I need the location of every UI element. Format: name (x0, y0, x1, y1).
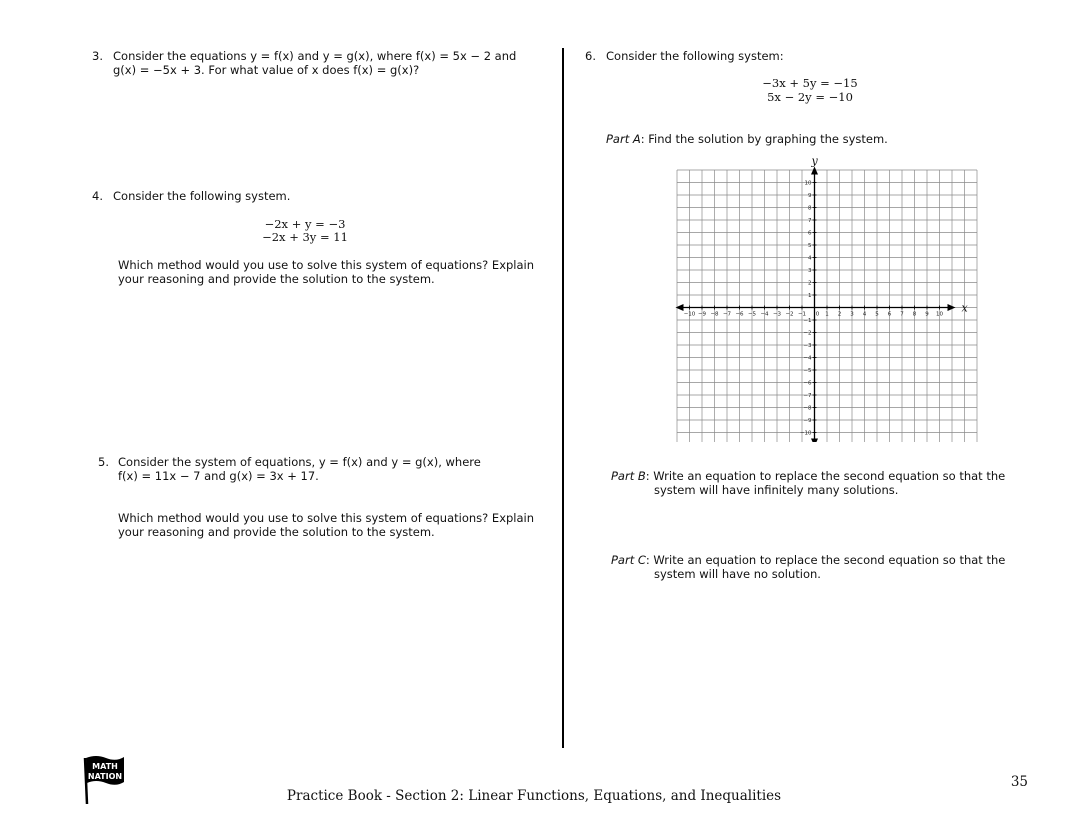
x-tick-label: 4 (862, 311, 867, 318)
x-tick-label: −1 (797, 311, 807, 318)
q6-part-a (606, 132, 888, 146)
x-tick-label: 3 (850, 311, 854, 318)
q4-prompt-2: your reasoning and provide the solution to the system. (118, 272, 435, 286)
x-tick-label: 2 (837, 311, 842, 318)
q6-number: 6. (585, 49, 596, 63)
y-tick-label: 4 (808, 255, 812, 262)
y-tick-label: 1 (808, 293, 812, 299)
x-tick-label: 10 (936, 311, 943, 318)
q5-number: 5. (98, 455, 109, 469)
y-tick-label: 6 (808, 230, 812, 237)
x-tick-label: −7 (722, 311, 732, 318)
x-tick-label: −3 (772, 311, 782, 318)
q5-line-1: Consider the system of equations, y = f(x) and y = g(x), where (118, 455, 481, 469)
y-tick-label: −7 (803, 393, 812, 399)
x-tick-label: 0 (815, 311, 820, 318)
q6-part-b-text: : Write an equation to replace the second equation so that the (645, 469, 1006, 483)
x-axis-label: x (961, 301, 968, 315)
x-tick-label: −4 (760, 311, 769, 318)
y-axis-arrow-down (811, 439, 818, 443)
q6-intro: Consider the following system: (606, 49, 784, 63)
x-tick-label: 5 (875, 311, 879, 318)
y-tick-label: 10 (804, 180, 812, 187)
q3-number: 3. (92, 49, 103, 63)
q6-part-c-line-2: system will have no solution. (654, 567, 821, 581)
y-axis-label: y (811, 156, 818, 168)
y-axis-arrow-up (811, 167, 818, 175)
coordinate-grid (670, 156, 1000, 442)
x-tick-label: 8 (912, 311, 917, 318)
y-tick-label: −10 (799, 430, 812, 437)
y-tick-label: 3 (808, 268, 812, 274)
y-tick-label: −3 (803, 343, 812, 349)
y-tick-label: −9 (803, 418, 812, 424)
x-tick-label: −8 (710, 311, 719, 318)
y-tick-label: 8 (808, 205, 812, 212)
q3-line-2: g(x) = −5x + 3. For what value of x does f(x) = g(x)? (113, 63, 420, 77)
y-tick-label: 5 (808, 243, 812, 249)
q6-equation-1: −3x + 5y = −15 (762, 76, 858, 90)
x-tick-label: −6 (735, 311, 744, 318)
x-tick-label: −9 (697, 311, 707, 318)
y-tick-label: −2 (803, 330, 812, 337)
q3-line-1: Consider the equations y = f(x) and y = g(x), where f(x) = 5x − 2 and (113, 49, 517, 63)
q6-part-c-text: : Write an equation to replace the second equation so that the (645, 553, 1006, 567)
page-number: 35 (1010, 774, 1028, 790)
x-tick-label: −2 (785, 311, 794, 318)
q6-part-c-line-1 (611, 553, 1005, 567)
q4-intro: Consider the following system. (113, 189, 291, 203)
q6-part-a-label: Part A (606, 132, 641, 146)
y-tick-label: −8 (803, 405, 812, 412)
x-tick-label: −10 (683, 311, 696, 318)
y-tick-label: −1 (803, 318, 812, 324)
x-axis-arrow-right (948, 304, 956, 311)
q6-part-b-line-2: system will have infinitely many solutions. (654, 483, 899, 497)
y-tick-label: −4 (803, 355, 812, 362)
column-divider (562, 48, 564, 748)
q4-prompt-1: Which method would you use to solve this system of equations? Explain (118, 258, 535, 272)
x-tick-label: 1 (825, 311, 829, 318)
q5-prompt-1: Which method would you use to solve this system of equations? Explain (118, 511, 535, 525)
footer-title: Practice Book - Section 2: Linear Functions, Equations, and Inequalities (286, 788, 782, 804)
logo-text-1: MATH (92, 762, 118, 771)
q6-part-c-label: Part C (611, 553, 646, 567)
q4-equation-1: −2x + y = −3 (264, 217, 346, 231)
y-tick-label: 9 (808, 193, 812, 199)
logo-text-2: NATION (87, 772, 123, 781)
x-tick-label: −5 (747, 311, 757, 318)
y-tick-label: 2 (808, 280, 812, 287)
x-tick-label: 7 (900, 311, 904, 318)
y-tick-label: −6 (803, 380, 812, 387)
x-tick-label: 9 (925, 311, 929, 318)
q5-prompt-2: your reasoning and provide the solution to the system. (118, 525, 435, 539)
y-tick-label: −5 (803, 368, 812, 374)
q6-equation-2: 5x − 2y = −10 (767, 90, 853, 104)
q4-equation-2: −2x + 3y = 11 (262, 230, 348, 244)
tick-labels (684, 181, 944, 437)
q6-part-a-text: : Find the solution by graphing the system. (640, 132, 888, 146)
q4-number: 4. (92, 189, 103, 203)
y-tick-label: 7 (808, 218, 812, 224)
x-tick-label: 6 (887, 311, 892, 318)
q6-part-b-line-1 (611, 469, 1005, 483)
q5-line-2: f(x) = 11x − 7 and g(x) = 3x + 17. (118, 469, 319, 483)
q6-part-b-label: Part B (611, 469, 646, 483)
